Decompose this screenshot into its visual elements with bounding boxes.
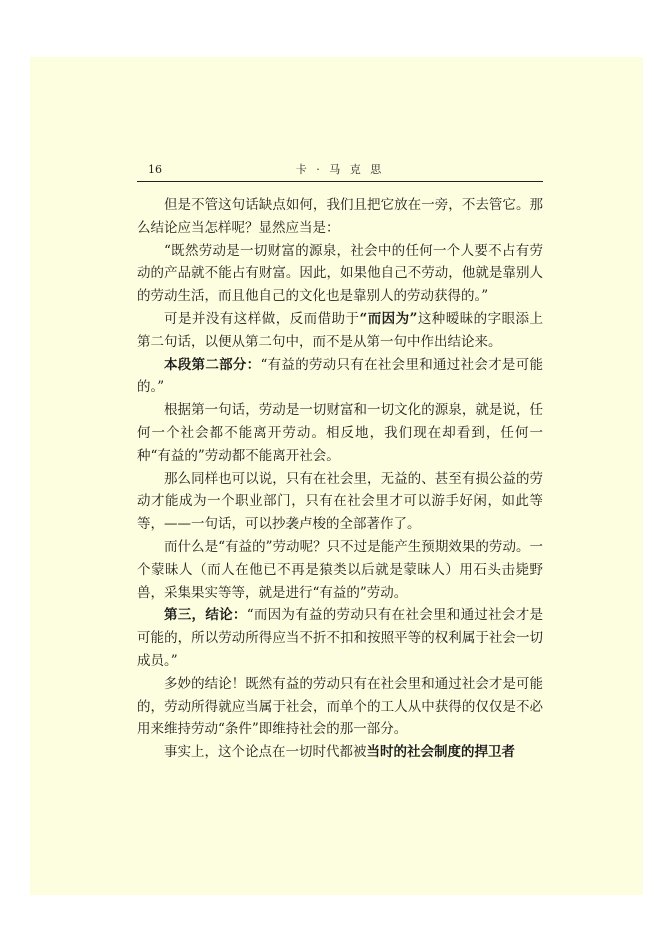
text-run: 这种暧昧的字眼添上第二句话，以便从第二句中，而不是从第一句中作出结论来。 bbox=[137, 310, 544, 350]
paragraph-5 bbox=[137, 399, 543, 467]
paragraph-9 bbox=[137, 673, 543, 741]
page-number: 16 bbox=[148, 163, 162, 176]
text-run: 多妙的结论！既然有益的劳动只有在社会里和通过社会才是可能的，劳动所得就应当属于社会，而单个的工人从中获得的仅仅是不必用来维持劳动“条件”即维持社会的那一部分。 bbox=[137, 675, 543, 738]
paragraph-4 bbox=[137, 354, 543, 400]
text-run: 而什么是“有益的”劳动呢？只不过是能产生预期效果的劳动。一个蒙昧人（而人在他已不再是猿类以后就是蒙昧人）用石头击毙野兽，采集果实等等，就是进行“有益的”劳动。 bbox=[137, 538, 543, 601]
bold-text-run: 本段第二部分： bbox=[164, 356, 261, 373]
text-run: “而因为有益的劳动只有在社会里和通过社会才是可能的，所以劳动所得应当不折不扣和按照平等的权利属于社会一切成员。” bbox=[137, 607, 543, 669]
paragraph-7 bbox=[137, 536, 543, 604]
paragraph-6 bbox=[137, 468, 543, 536]
text-run: “既然劳动是一切财富的源泉，社会中的任何一个人要不占有劳动的产品就不能占有财富。因此，如果他自己不劳动，他就是靠别人的劳动生活，而且他自己的文化也是靠别人的劳动获得的。” bbox=[137, 242, 543, 305]
text-run: 那么同样也可以说，只有在社会里，无益的、甚至有损公益的劳动才能成为一个职业部门，只有在社会里才可以游手好闲，如此等等，——一句话，可以抄袭卢梭的全部著作了。 bbox=[137, 470, 543, 533]
running-title: 卡 · 马 克 思 bbox=[295, 163, 385, 176]
bold-text-run: 第三，结论： bbox=[164, 607, 247, 624]
paragraph-10 bbox=[137, 741, 543, 764]
text-run: 根据第一句话，劳动是一切财富和一切文化的源泉，就是说，任何一个社会都不能离开劳动。相反地，我们现在却看到，任何一种“有益的”劳动都不能离开社会。 bbox=[137, 402, 543, 464]
bold-text-run: 当时的社会制度的捍卫者 bbox=[366, 744, 515, 761]
text-run: 事实上，这个论点在一切时代都被 bbox=[164, 744, 367, 761]
text-run: “有益的劳动只有在社会里和通过社会才是可能的。” bbox=[137, 356, 543, 396]
paragraph-8 bbox=[137, 604, 543, 672]
page-header bbox=[137, 163, 543, 182]
paragraph-1 bbox=[137, 194, 543, 240]
bold-text-run: “而因为” bbox=[359, 310, 418, 327]
text-run: 可是并没有这样做，反而借助于 bbox=[164, 310, 360, 327]
body-text bbox=[137, 194, 543, 764]
paragraph-3 bbox=[137, 308, 543, 354]
text-run: 但是不管这句话缺点如何，我们且把它放在一旁，不去管它。那么结论应当怎样呢？显然应当是： bbox=[137, 197, 543, 236]
paragraph-2-quote bbox=[137, 240, 543, 308]
